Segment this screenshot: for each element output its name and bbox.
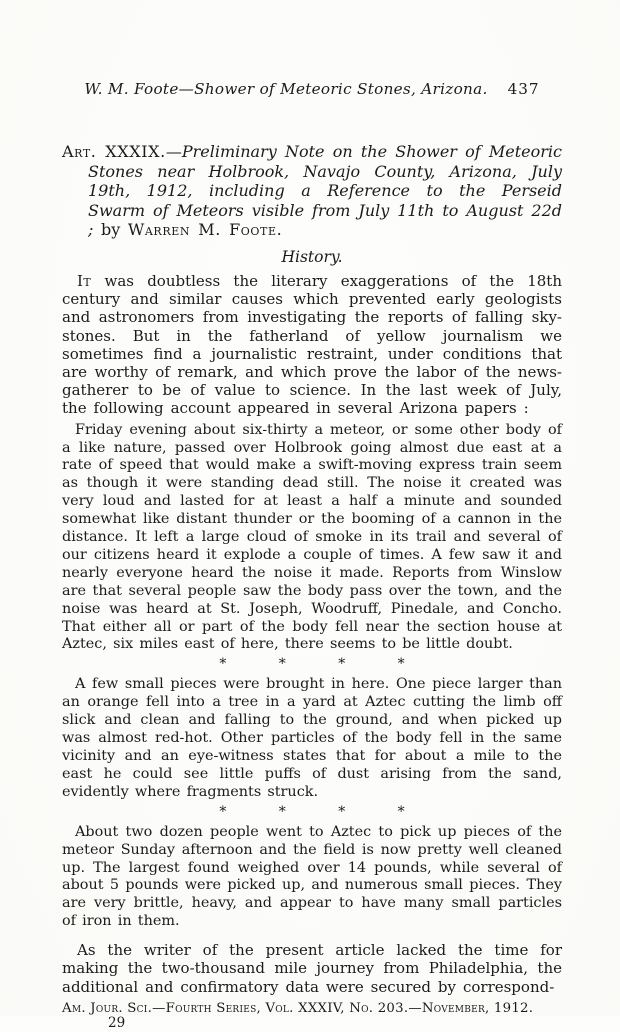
page-number: 437 [507, 80, 540, 98]
journal-footer-line: Am. Jour. Sci.—Fourth Series, Vol. XXXIV, No. 203.—November, 1912. [62, 1000, 534, 1016]
signature-number: 29 [108, 1015, 126, 1032]
section-heading-history: History. [281, 247, 343, 266]
paragraph-intro [62, 272, 562, 418]
article-title-text: —Preliminary Note on the Shower of Meteoric Stones near Holbrook, Navajo County, Arizona, July 19th, 1912, including a Reference to the Perseid Swarm of Meteors visible from July 11th to August 22d ; [88, 142, 562, 240]
newspaper-quote-1: Friday evening about six-thirty a meteor, or some other body of a like nature, passed over Holbrook going almost due east at a rate of speed that would make a swift-moving express train seem as though it were standing dead still. The noise it created was very loud and lasted for at least a half a minute and sounded somewhat like distant thunder or the booming of a cannon in the distance. It left a large cloud of smoke in its trail and several of our citizens heard it explode a couple of times. A few saw it and nearly everyone heard the noise it made. Reports from Winslow are that several people saw the body pass over the town, and the noise was heard at St. Joseph, Woodruff, Pinedale, and Concho. That either all or part of the body fell near the section house at Aztec, six miles east of here, there seems to be little doubt. [62, 421, 562, 653]
asterisk-separator-2: * * * * [219, 803, 405, 820]
running-head [62, 80, 562, 98]
paragraph-intro-lead: It [77, 271, 92, 290]
paragraph-closing: As the writer of the present article lacked the time for making the two-thousand mile journey from Philadelphia, the additional and confirmatory data were secured by correspond- [62, 941, 562, 996]
article-title [62, 142, 562, 240]
running-head-title: W. M. Foote—Shower of Meteoric Stones, Arizona. [84, 80, 488, 98]
newspaper-quote-3: About two dozen people went to Aztec to pick up pieces of the meteor Sunday afternoon and the field is now pretty well cleaned up. The largest found weighed over 14 pounds, while several of about 5 pounds were picked up, and numerous small pieces. They are very brittle, heavy, and appear to have many small particles of iron in them. [62, 823, 562, 930]
article-number-label: Art. XXXIX. [62, 142, 166, 161]
paragraph-intro-text: was doubtless the literary exaggerations of the 18th century and similar causes which prevented early geologists and astronomers from investigating the reports of falling sky-stones. But in the fatherland of yellow journalism we sometimes find a journalistic restraint, under conditions that are worthy of remark, and which prove the labor of the news-gatherer to be of value to science. In the last week of July, the following account appeared in several Arizona papers : [62, 271, 562, 418]
article-author: Warren M. Foote. [127, 220, 283, 240]
article-by-prefix: by [93, 220, 128, 240]
newspaper-quote-2: A few small pieces were brought in here. One piece larger than an orange fell into a tree in a yard at Aztec cutting the limb off slick and clean and falling to the ground, and when picked up was almost red-hot. Other particles of the body fell in the same vicinity and an eye-witness states that for about a mile to the east he could see little puffs of dust arising from the sand, evidently where fragments struck. [62, 676, 562, 800]
asterisk-separator-1: * * * * [219, 656, 405, 673]
